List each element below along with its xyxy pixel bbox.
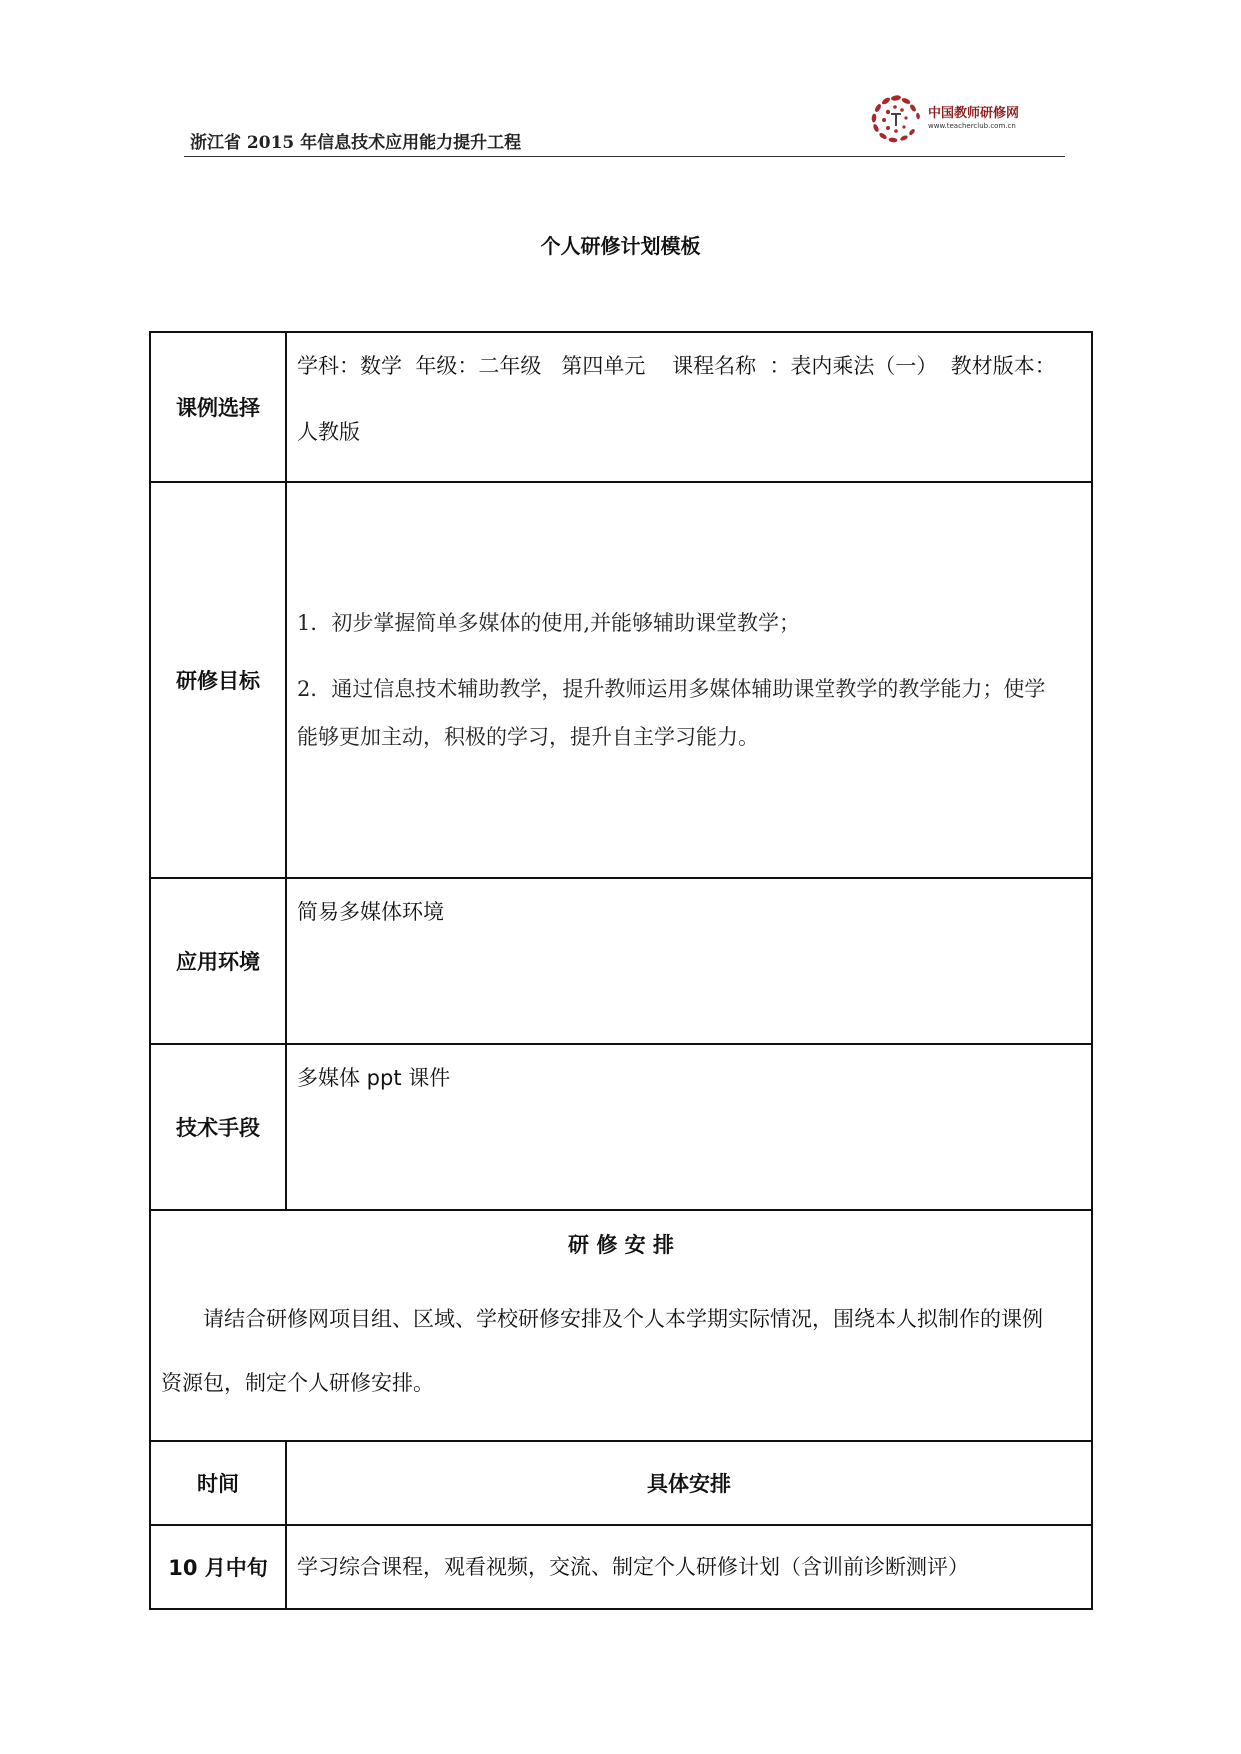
table-row-goals: [150, 482, 1092, 878]
table-row: [150, 1525, 1092, 1609]
logo-name: 中国教师研修网: [928, 106, 1020, 121]
header-divider: [184, 156, 1065, 157]
row-label-goals: 研修目标: [150, 482, 286, 878]
schedule-detail: 学习综合课程，观看视频，交流、制定个人研修计划（含训前诊断测评）: [286, 1525, 1092, 1609]
goal-item-1: 1．初步掌握简单多媒体的使用,并能够辅助课堂教学；: [297, 611, 801, 635]
arrangement-text-2: 资源包，制定个人研修安排。: [161, 1371, 434, 1395]
table-row-schedule-header: [150, 1441, 1092, 1525]
arrangement-text-1: 请结合研修网项目组、区域、学校研修安排及个人本学期实际情况，围绕本人拟制作的课例: [203, 1307, 1043, 1331]
document-title: 个人研修计划模板: [540, 234, 701, 258]
course-cell: [286, 332, 1092, 482]
table-row-technique: [150, 1044, 1092, 1210]
schedule-header-time: 时间: [150, 1441, 286, 1525]
logo-swirl-icon: [866, 92, 926, 146]
header-title: 浙江省 2015 年信息技术应用能力提升工程: [190, 133, 522, 153]
arrangement-cell: [150, 1210, 1092, 1441]
row-label-course: 课例选择: [150, 332, 286, 482]
environment-cell: 简易多媒体环境: [286, 878, 1092, 1044]
goals-cell: [286, 482, 1092, 878]
row-label-technique: 技术手段: [150, 1044, 286, 1210]
logo-url: www.teacherclub.com.cn: [928, 122, 1016, 130]
table-row-course: [150, 332, 1092, 482]
goal-item-2a: 2．通过信息技术辅助教学，提升教师运用多媒体辅助课堂教学的教学能力；使学: [297, 677, 1046, 701]
course-line-1: 学科：数学 年级：二年级 第四单元 课程名称 ：表内乘法（一） 教材版本：: [297, 354, 1056, 378]
table-row-arrangement: [150, 1210, 1092, 1441]
research-plan-table: [149, 331, 1093, 1610]
schedule-time: 10 月中旬: [150, 1525, 286, 1609]
course-line-2: 人教版: [297, 420, 360, 444]
technique-cell: 多媒体 ppt 课件: [286, 1044, 1092, 1210]
goal-item-2b: 能够更加主动，积极的学习，提升自主学习能力。: [297, 725, 759, 749]
schedule-header-detail: 具体安排: [286, 1441, 1092, 1525]
row-label-environment: 应用环境: [150, 878, 286, 1044]
table-row-environment: [150, 878, 1092, 1044]
arrangement-heading: 研 修 安 排: [568, 1233, 674, 1257]
teacherclub-logo: [866, 92, 1066, 146]
